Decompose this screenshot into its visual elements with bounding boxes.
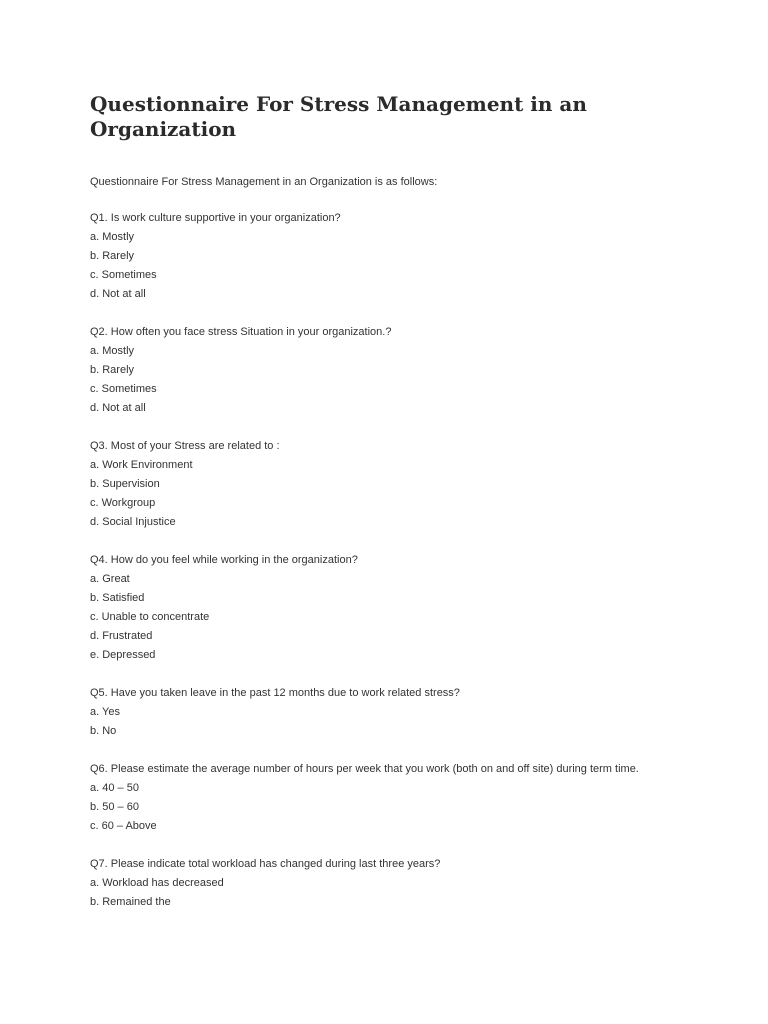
answer-option: a. Mostly	[90, 345, 135, 357]
question-text: Q2. How often you face stress Situation in your organization.?	[90, 326, 392, 338]
page-title: Questionnaire For Stress Management in an Organization	[90, 92, 587, 141]
question-block	[90, 855, 730, 912]
question-block	[90, 323, 730, 418]
answer-option: c. Sometimes	[90, 269, 157, 281]
answer-option: b. Rarely	[90, 364, 135, 376]
answer-option: e. Depressed	[90, 649, 156, 661]
question-block	[90, 209, 730, 304]
question-text: Q4. How do you feel while working in the organization?	[90, 554, 358, 566]
answer-option: d. Not at all	[90, 288, 146, 300]
question-list	[90, 209, 730, 912]
answer-option: b. 50 – 60	[90, 801, 139, 813]
answer-option: c. Workgroup	[90, 497, 156, 509]
answer-option: d. Social Injustice	[90, 516, 176, 528]
question-text: Q6. Please estimate the average number of hours per week that you work (both on and off site) during term time.	[90, 763, 639, 775]
answer-option: c. Unable to concentrate	[90, 611, 210, 623]
answer-option: a. Yes	[90, 706, 120, 718]
question-block	[90, 551, 730, 665]
answer-option: a. Great	[90, 573, 130, 585]
answer-option: a. Workload has decreased	[90, 877, 224, 889]
question-text: Q1. Is work culture supportive in your organization?	[90, 212, 341, 224]
answer-option: a. 40 – 50	[90, 782, 139, 794]
answer-option: b. Remained the	[90, 896, 171, 908]
intro-text: Questionnaire For Stress Management in an Organization is as follows:	[90, 176, 438, 188]
answer-option: b. Rarely	[90, 250, 135, 262]
answer-option: a. Mostly	[90, 231, 135, 243]
answer-option: c. Sometimes	[90, 383, 157, 395]
answer-option: b. Satisfied	[90, 592, 145, 604]
answer-option: d. Not at all	[90, 402, 146, 414]
question-block	[90, 437, 730, 532]
question-block	[90, 760, 730, 836]
question-text: Q3. Most of your Stress are related to :	[90, 440, 280, 452]
answer-option: c. 60 – Above	[90, 820, 157, 832]
question-block	[90, 684, 730, 741]
document-page	[90, 92, 730, 931]
answer-option: a. Work Environment	[90, 459, 193, 471]
question-text: Q5. Have you taken leave in the past 12 months due to work related stress?	[90, 687, 460, 699]
question-text: Q7. Please indicate total workload has changed during last three years?	[90, 858, 441, 870]
answer-option: b. No	[90, 725, 117, 737]
answer-option: b. Supervision	[90, 478, 160, 490]
answer-option: d. Frustrated	[90, 630, 153, 642]
